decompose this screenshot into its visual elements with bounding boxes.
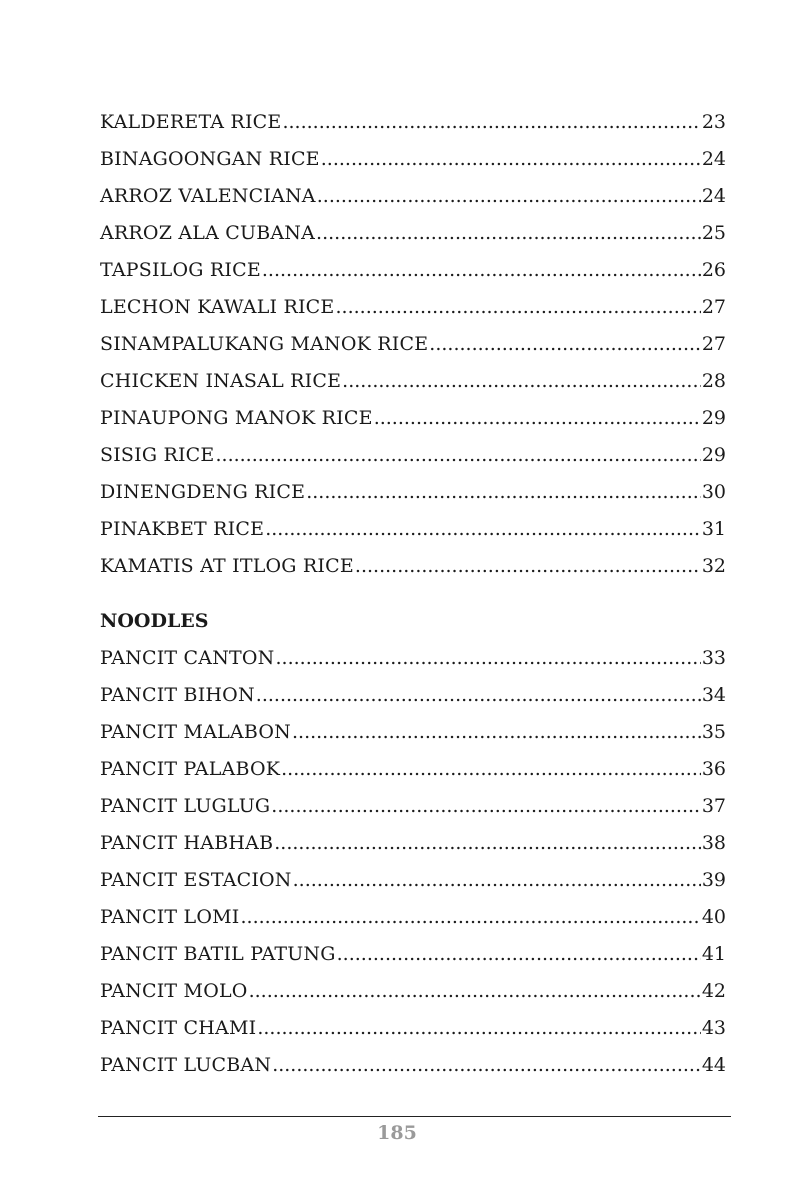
dot-leader (355, 548, 701, 585)
toc-entry-page: 23 (701, 111, 726, 133)
toc-entry (100, 973, 726, 1010)
toc-entry (100, 363, 726, 400)
toc-entry-title: DINENGDENG RICE (100, 481, 306, 503)
toc-entry (100, 714, 726, 751)
toc-entry (100, 825, 726, 862)
toc-entry-title: SISIG RICE (100, 444, 215, 466)
toc-entry-title: TAPSILOG RICE (100, 259, 261, 281)
toc-entry-title: PANCIT CHAMI (100, 1017, 257, 1039)
toc-entry-page: 31 (701, 518, 726, 540)
toc-entry (100, 104, 726, 141)
table-of-contents (100, 104, 726, 1084)
toc-entry-page: 27 (701, 296, 726, 318)
toc-entry-page: 26 (701, 259, 726, 281)
dot-leader (241, 899, 701, 936)
toc-entry-title: PANCIT LOMI (100, 906, 240, 928)
toc-entry-title: PANCIT PALABOK (100, 758, 281, 780)
toc-entry-title: PANCIT CANTON (100, 647, 275, 669)
toc-entry-title: PANCIT LUCBAN (100, 1054, 272, 1076)
toc-entry (100, 215, 726, 252)
dot-leader (321, 141, 701, 178)
toc-entry-title: ARROZ VALENCIANA (100, 185, 316, 207)
dot-leader (276, 640, 701, 677)
toc-entry (100, 677, 726, 714)
toc-entry-title: PANCIT BATIL PATUNG (100, 943, 336, 965)
toc-entry-title: PANCIT MALABON (100, 721, 291, 743)
dot-leader (306, 474, 701, 511)
toc-entry-page: 24 (701, 148, 726, 170)
toc-entry-title: ARROZ ALA CUBANA (100, 222, 316, 244)
dot-leader (274, 825, 701, 862)
toc-entry-title: BINAGOONGAN RICE (100, 148, 320, 170)
toc-entry-page: 29 (701, 407, 726, 429)
dot-leader (292, 714, 701, 751)
toc-entry (100, 1010, 726, 1047)
toc-entry-page: 39 (701, 869, 726, 891)
dot-leader (262, 252, 701, 289)
toc-entry (100, 326, 726, 363)
dot-leader (293, 862, 701, 899)
toc-entry-title: KAMATIS AT ITLOG RICE (100, 555, 354, 577)
toc-entry-page: 25 (701, 222, 726, 244)
dot-leader (336, 289, 701, 326)
toc-entry-page: 27 (701, 333, 726, 355)
noodle-entries-list (100, 640, 726, 1084)
toc-entry-page: 42 (701, 980, 726, 1002)
toc-entry-title: CHICKEN INASAL RICE (100, 370, 342, 392)
dot-leader (271, 788, 701, 825)
toc-entry-page: 38 (701, 832, 726, 854)
toc-entry-page: 34 (701, 684, 726, 706)
toc-entry (100, 289, 726, 326)
dot-leader (337, 936, 701, 973)
toc-entry-page: 30 (701, 481, 726, 503)
footer-divider (98, 1116, 731, 1117)
toc-entry (100, 1047, 726, 1084)
toc-entry (100, 548, 726, 585)
toc-entry-title: PANCIT HABHAB (100, 832, 274, 854)
toc-entry-title: PANCIT MOLO (100, 980, 248, 1002)
toc-entry-page: 33 (701, 647, 726, 669)
toc-entry (100, 252, 726, 289)
dot-leader (281, 751, 701, 788)
toc-entry (100, 437, 726, 474)
toc-entry-title: PANCIT BIHON (100, 684, 255, 706)
toc-entry-page: 35 (701, 721, 726, 743)
toc-entry-page: 37 (701, 795, 726, 817)
toc-entry-page: 28 (701, 370, 726, 392)
dot-leader (282, 104, 700, 141)
toc-entry (100, 640, 726, 677)
toc-entry-page: 40 (701, 906, 726, 928)
dot-leader (272, 1047, 701, 1084)
dot-leader (429, 326, 701, 363)
toc-entry (100, 936, 726, 973)
rice-entries-list (100, 104, 726, 585)
toc-entry-title: PANCIT LUGLUG (100, 795, 271, 817)
toc-entry-page: 29 (701, 444, 726, 466)
dot-leader (374, 400, 701, 437)
toc-entry-page: 36 (701, 758, 726, 780)
dot-leader (317, 178, 701, 215)
toc-entry-title: SINAMPALUKANG MANOK RICE (100, 333, 429, 355)
toc-entry-title: PANCIT ESTACION (100, 869, 292, 891)
toc-entry (100, 474, 726, 511)
toc-entry-page: 41 (701, 943, 726, 965)
dot-leader (316, 215, 701, 252)
toc-entry (100, 511, 726, 548)
toc-entry (100, 899, 726, 936)
toc-entry (100, 751, 726, 788)
toc-entry-title: KALDERETA RICE (100, 111, 282, 133)
toc-entry (100, 862, 726, 899)
noodles-section-heading: NOODLES (100, 610, 209, 632)
dot-leader (249, 973, 701, 1010)
toc-entry-title: LECHON KAWALI RICE (100, 296, 335, 318)
toc-entry (100, 400, 726, 437)
toc-entry (100, 178, 726, 215)
toc-entry-title: PINAUPONG MANOK RICE (100, 407, 373, 429)
page-number: 185 (377, 1122, 417, 1144)
toc-entry-page: 43 (701, 1017, 726, 1039)
toc-entry-page: 24 (701, 185, 726, 207)
dot-leader (256, 677, 701, 714)
toc-entry (100, 141, 726, 178)
toc-entry-page: 32 (701, 555, 726, 577)
dot-leader (215, 437, 700, 474)
toc-entry-title: PINAKBET RICE (100, 518, 265, 540)
toc-entry-page: 44 (701, 1054, 726, 1076)
dot-leader (257, 1010, 700, 1047)
dot-leader (265, 511, 701, 548)
dot-leader (342, 363, 701, 400)
toc-entry (100, 788, 726, 825)
